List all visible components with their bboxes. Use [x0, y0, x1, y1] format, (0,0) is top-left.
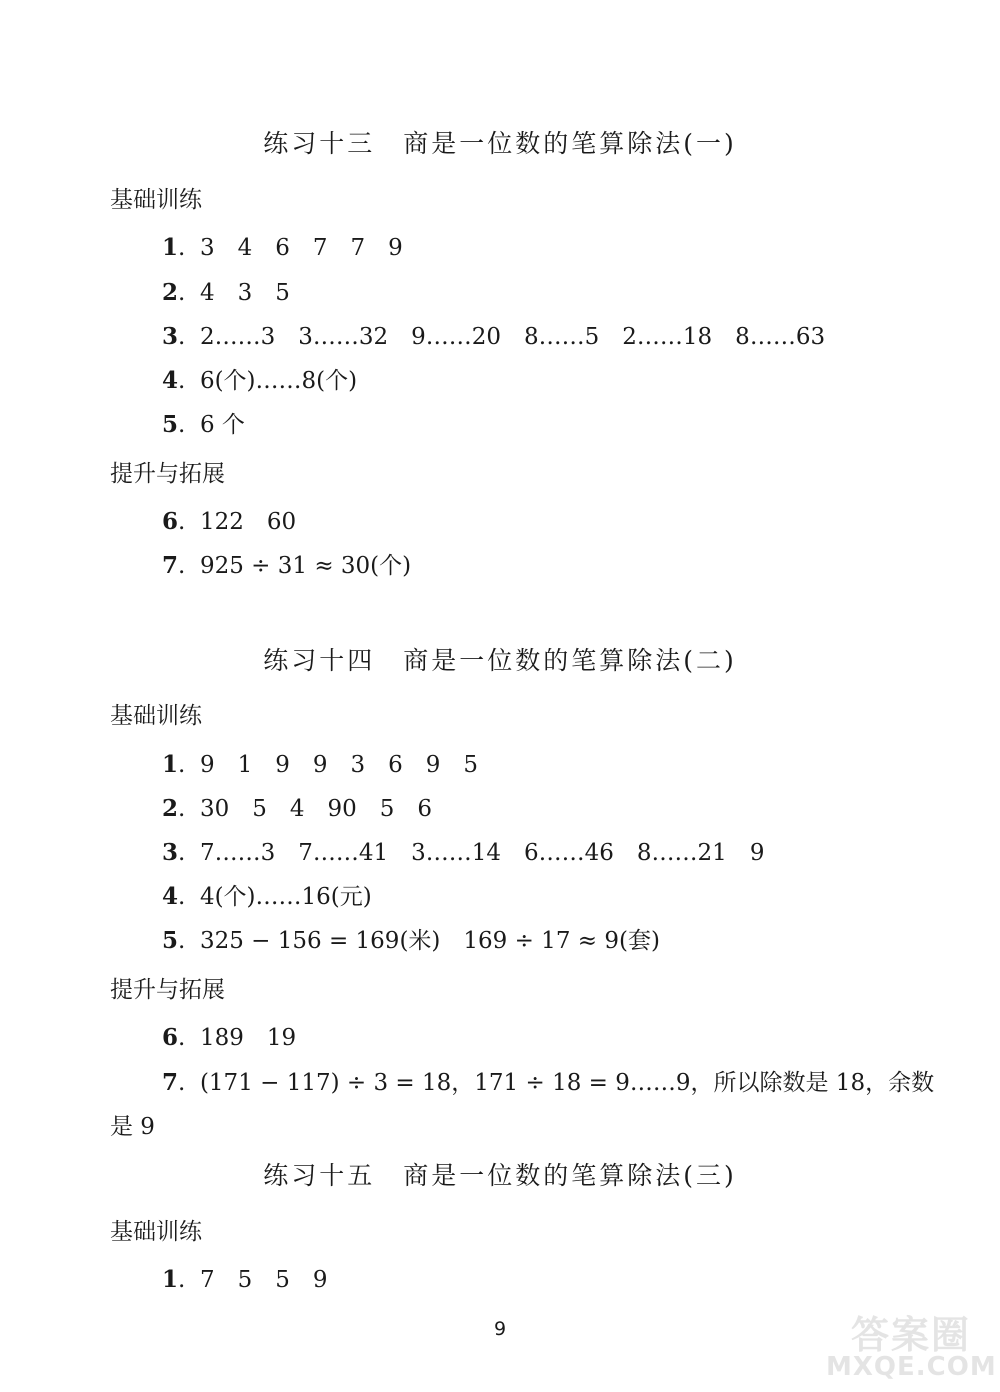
list-item: 6. 122 60: [162, 508, 297, 535]
list-item: 3. 7……3 7……41 3……14 6……46 8……21 9: [162, 839, 765, 866]
item-number: 4: [162, 883, 179, 910]
list-item: 4. 4(个)……16(元): [162, 883, 372, 910]
item-answer: 6(个)……8(个): [199, 368, 358, 394]
item-number: 2: [162, 279, 179, 306]
list-item: 5. 325 − 156 = 169(米) 169 ÷ 17 ≈ 9(套): [162, 927, 660, 954]
exercise-13-advanced-heading: 提升与拓展: [110, 461, 225, 487]
exercise-13-title: 练习十三 商是一位数的笔算除法(一): [263, 129, 737, 158]
list-item: 6. 189 19: [162, 1024, 297, 1051]
item-answer: 189 19: [199, 1025, 297, 1051]
list-item: 1. 3 4 6 7 7 9: [162, 234, 403, 261]
item-answer: 3 4 6 7 7 9: [199, 235, 403, 261]
item-number: 7: [162, 1069, 179, 1096]
item-number: 6: [162, 1024, 179, 1051]
item-number: 1: [162, 234, 179, 261]
page-number: 9: [493, 1318, 507, 1340]
list-item: 1. 7 5 5 9: [162, 1266, 328, 1293]
item-answer: 2……3 3……32 9……20 8……5 2……18 8……63: [199, 324, 826, 350]
item-answer: 6 个: [199, 412, 245, 438]
answer-continuation: 是 9: [110, 1114, 155, 1140]
watermark-logo: [826, 1304, 996, 1388]
item-number: 1: [162, 1266, 179, 1293]
list-item: 7. 925 ÷ 31 ≈ 30(个): [162, 552, 412, 579]
item-answer: 9 1 9 9 3 6 9 5: [199, 752, 479, 778]
item-number: 1: [162, 751, 179, 778]
exercise-13-basic-heading: 基础训练: [110, 187, 202, 213]
watermark-bottom-text: MXQE.COM: [826, 1352, 997, 1382]
item-number: 7: [162, 552, 179, 579]
exercise-15-title: 练习十五 商是一位数的笔算除法(三): [263, 1161, 737, 1190]
exercise-14-basic-heading: 基础训练: [110, 703, 202, 729]
item-number: 6: [162, 508, 179, 535]
list-item: 1. 9 1 9 9 3 6 9 5: [162, 751, 479, 778]
item-answer: 325 − 156 = 169(米) 169 ÷ 17 ≈ 9(套): [199, 928, 660, 954]
item-number: 5: [162, 927, 179, 954]
item-answer: (171 − 117) ÷ 3 = 18，171 ÷ 18 = 9……9，所以除数是 18，余数: [199, 1070, 935, 1096]
item-number: 2: [162, 795, 179, 822]
item-answer: 122 60: [199, 509, 297, 535]
watermark-top-text: 答案圈: [850, 1313, 971, 1357]
exercise-15-basic-heading: 基础训练: [110, 1219, 202, 1245]
item-number: 4: [162, 367, 179, 394]
exercise-14-title: 练习十四 商是一位数的笔算除法(二): [263, 646, 737, 675]
list-item: 2. 30 5 4 90 5 6: [162, 795, 433, 822]
item-answer: 4(个)……16(元): [199, 884, 372, 910]
item-answer: 7 5 5 9: [199, 1267, 328, 1293]
list-item: 4. 6(个)……8(个): [162, 367, 358, 394]
item-number: 5: [162, 411, 179, 438]
exercise-14-advanced-heading: 提升与拓展: [110, 977, 225, 1003]
item-number: 3: [162, 323, 179, 350]
list-item: 7. (171 − 117) ÷ 3 = 18，171 ÷ 18 = 9……9，所以除数是 18，余数: [162, 1069, 935, 1096]
item-answer: 7……3 7……41 3……14 6……46 8……21 9: [199, 840, 765, 866]
item-answer: 925 ÷ 31 ≈ 30(个): [199, 553, 412, 579]
list-item: 2. 4 3 5: [162, 279, 290, 306]
item-answer: 30 5 4 90 5 6: [199, 796, 433, 822]
list-item: 5. 6 个: [162, 411, 245, 438]
item-answer: 4 3 5: [199, 280, 290, 306]
list-item: 3. 2……3 3……32 9……20 8……5 2……18 8……63: [162, 323, 826, 350]
item-number: 3: [162, 839, 179, 866]
